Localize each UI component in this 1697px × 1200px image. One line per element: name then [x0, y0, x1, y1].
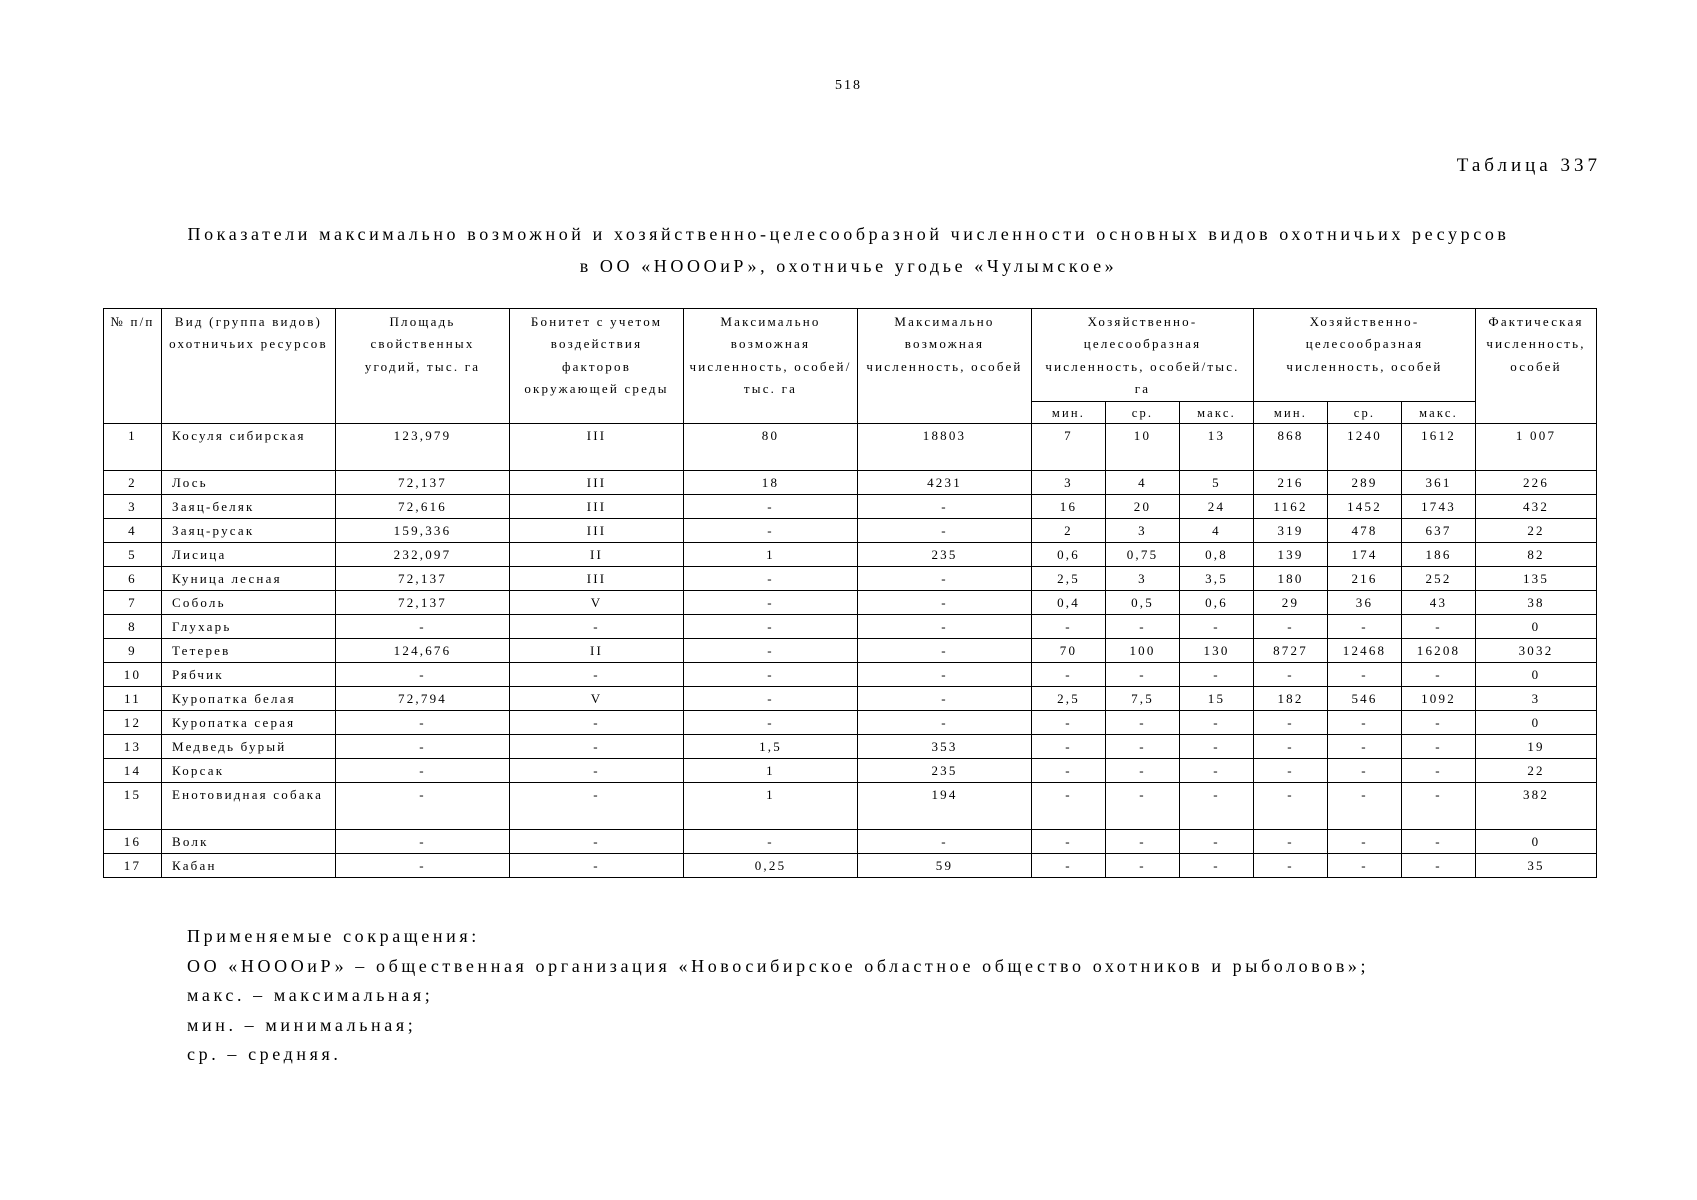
- cell-econ-count-min: 8727: [1254, 639, 1328, 663]
- cell-bonitet: -: [510, 759, 684, 783]
- cell-max-density: 1,5: [684, 735, 858, 759]
- header-species: Вид (группа видов) охотничьих ресурсов: [162, 309, 336, 424]
- cell-bonitet: II: [510, 543, 684, 567]
- cell-econ-count-avg: -: [1328, 615, 1402, 639]
- cell-econ-density-min: -: [1032, 783, 1106, 830]
- cell-num: 5: [104, 543, 162, 567]
- cell-species: Глухарь: [162, 615, 336, 639]
- cell-econ-density-min: 2,5: [1032, 687, 1106, 711]
- table-row: [104, 783, 1597, 830]
- cell-num: 13: [104, 735, 162, 759]
- cell-econ-count-min: -: [1254, 783, 1328, 830]
- cell-econ-density-max: 4: [1180, 519, 1254, 543]
- cell-econ-count-max: -: [1402, 854, 1476, 878]
- table-row: [104, 759, 1597, 783]
- cell-actual: 82: [1476, 543, 1597, 567]
- table-label: Таблица 337: [1456, 155, 1601, 176]
- table-row: [104, 543, 1597, 567]
- table-row: [104, 830, 1597, 854]
- cell-econ-count-max: 361: [1402, 471, 1476, 495]
- cell-max-count: 235: [858, 543, 1032, 567]
- cell-econ-density-max: -: [1180, 615, 1254, 639]
- cell-species: Куница лесная: [162, 567, 336, 591]
- table-row: [104, 663, 1597, 687]
- cell-actual: 22: [1476, 759, 1597, 783]
- cell-actual: 35: [1476, 854, 1597, 878]
- cell-econ-count-avg: -: [1328, 663, 1402, 687]
- cell-area: 72,137: [336, 471, 510, 495]
- cell-species: Рябчик: [162, 663, 336, 687]
- cell-econ-count-avg: 216: [1328, 567, 1402, 591]
- cell-max-count: -: [858, 639, 1032, 663]
- cell-econ-density-min: -: [1032, 830, 1106, 854]
- cell-species: Заяц-беляк: [162, 495, 336, 519]
- cell-econ-count-max: 252: [1402, 567, 1476, 591]
- cell-actual: 0: [1476, 711, 1597, 735]
- cell-econ-count-max: -: [1402, 663, 1476, 687]
- cell-econ-count-avg: 289: [1328, 471, 1402, 495]
- cell-area: -: [336, 759, 510, 783]
- cell-species: Корсак: [162, 759, 336, 783]
- cell-actual: 22: [1476, 519, 1597, 543]
- cell-econ-density-max: -: [1180, 759, 1254, 783]
- cell-species: Лось: [162, 471, 336, 495]
- table-row: [104, 471, 1597, 495]
- cell-max-count: -: [858, 519, 1032, 543]
- cell-max-count: 4231: [858, 471, 1032, 495]
- cell-econ-count-max: 1743: [1402, 495, 1476, 519]
- cell-econ-density-max: 13: [1180, 424, 1254, 471]
- cell-area: 72,616: [336, 495, 510, 519]
- cell-econ-count-min: -: [1254, 735, 1328, 759]
- cell-bonitet: -: [510, 735, 684, 759]
- cell-area: -: [336, 735, 510, 759]
- cell-econ-count-min: 1162: [1254, 495, 1328, 519]
- cell-species: Волк: [162, 830, 336, 854]
- table-row: [104, 567, 1597, 591]
- cell-num: 6: [104, 567, 162, 591]
- cell-econ-count-max: -: [1402, 759, 1476, 783]
- cell-econ-count-avg: -: [1328, 759, 1402, 783]
- header-area: Площадь свойственных угодий, тыс. га: [336, 309, 510, 424]
- cell-econ-density-avg: -: [1106, 759, 1180, 783]
- cell-econ-count-min: 216: [1254, 471, 1328, 495]
- cell-species: Медведь бурый: [162, 735, 336, 759]
- cell-econ-count-max: -: [1402, 615, 1476, 639]
- cell-max-count: 59: [858, 854, 1032, 878]
- cell-econ-count-min: -: [1254, 830, 1328, 854]
- cell-econ-density-avg: 7,5: [1106, 687, 1180, 711]
- cell-econ-density-avg: 0,75: [1106, 543, 1180, 567]
- cell-econ-count-max: 43: [1402, 591, 1476, 615]
- cell-max-density: -: [684, 663, 858, 687]
- cell-econ-count-min: 180: [1254, 567, 1328, 591]
- cell-econ-density-min: 70: [1032, 639, 1106, 663]
- cell-bonitet: -: [510, 830, 684, 854]
- cell-econ-density-min: 2: [1032, 519, 1106, 543]
- header-bonitet: Бонитет с учетом воздействия факторов окружающей среды: [510, 309, 684, 424]
- cell-econ-density-max: -: [1180, 783, 1254, 830]
- cell-area: 232,097: [336, 543, 510, 567]
- cell-econ-count-min: 139: [1254, 543, 1328, 567]
- cell-econ-density-avg: -: [1106, 711, 1180, 735]
- cell-actual: 3032: [1476, 639, 1597, 663]
- cell-area: 72,137: [336, 591, 510, 615]
- cell-econ-density-avg: 0,5: [1106, 591, 1180, 615]
- cell-econ-count-min: 29: [1254, 591, 1328, 615]
- cell-num: 12: [104, 711, 162, 735]
- cell-actual: 19: [1476, 735, 1597, 759]
- cell-econ-density-max: 0,6: [1180, 591, 1254, 615]
- cell-econ-density-min: -: [1032, 663, 1106, 687]
- cell-species: Лисица: [162, 543, 336, 567]
- table-row: [104, 639, 1597, 663]
- header-econ-count: Хозяйственно-целесообразная численность, особей: [1254, 309, 1476, 402]
- cell-econ-count-max: -: [1402, 830, 1476, 854]
- cell-max-count: -: [858, 687, 1032, 711]
- data-table: [103, 308, 1597, 878]
- cell-species: Кабан: [162, 854, 336, 878]
- cell-econ-density-avg: 3: [1106, 519, 1180, 543]
- cell-econ-count-min: -: [1254, 711, 1328, 735]
- cell-max-count: -: [858, 615, 1032, 639]
- cell-max-count: -: [858, 567, 1032, 591]
- cell-econ-density-min: 0,6: [1032, 543, 1106, 567]
- cell-econ-density-min: 3: [1032, 471, 1106, 495]
- cell-num: 11: [104, 687, 162, 711]
- cell-econ-count-avg: 12468: [1328, 639, 1402, 663]
- cell-bonitet: V: [510, 591, 684, 615]
- notes-heading: Применяемые сокращения:: [187, 926, 480, 946]
- cell-max-count: -: [858, 663, 1032, 687]
- subheader-density-min: мин.: [1032, 402, 1106, 424]
- cell-actual: 0: [1476, 615, 1597, 639]
- cell-econ-density-min: 7: [1032, 424, 1106, 471]
- cell-actual: 3: [1476, 687, 1597, 711]
- cell-econ-density-max: 130: [1180, 639, 1254, 663]
- cell-econ-density-avg: -: [1106, 783, 1180, 830]
- cell-area: 123,979: [336, 424, 510, 471]
- cell-max-density: 18: [684, 471, 858, 495]
- cell-econ-count-min: -: [1254, 854, 1328, 878]
- subheader-density-avg: ср.: [1106, 402, 1180, 424]
- cell-area: 72,137: [336, 567, 510, 591]
- cell-area: -: [336, 615, 510, 639]
- cell-econ-count-avg: -: [1328, 854, 1402, 878]
- cell-econ-count-avg: 1452: [1328, 495, 1402, 519]
- cell-econ-count-max: 637: [1402, 519, 1476, 543]
- cell-econ-density-avg: -: [1106, 830, 1180, 854]
- cell-econ-count-max: -: [1402, 711, 1476, 735]
- table-title: [100, 218, 1597, 282]
- table-title-line-1: Показатели максимально возможной и хозяйственно-целесообразной численности основных видов охотничьих ресурсов: [187, 224, 1510, 244]
- cell-econ-count-min: 868: [1254, 424, 1328, 471]
- subheader-count-avg: ср.: [1328, 402, 1402, 424]
- cell-econ-count-avg: 174: [1328, 543, 1402, 567]
- cell-area: -: [336, 711, 510, 735]
- cell-econ-density-avg: 20: [1106, 495, 1180, 519]
- table-row: [104, 424, 1597, 471]
- cell-max-count: -: [858, 711, 1032, 735]
- cell-econ-density-avg: -: [1106, 663, 1180, 687]
- table-row: [104, 519, 1597, 543]
- cell-bonitet: III: [510, 567, 684, 591]
- cell-econ-count-avg: 1240: [1328, 424, 1402, 471]
- cell-max-density: -: [684, 639, 858, 663]
- cell-max-count: 18803: [858, 424, 1032, 471]
- cell-actual: 1 007: [1476, 424, 1597, 471]
- cell-econ-density-min: -: [1032, 615, 1106, 639]
- cell-actual: 135: [1476, 567, 1597, 591]
- cell-num: 1: [104, 424, 162, 471]
- cell-num: 17: [104, 854, 162, 878]
- cell-econ-count-min: -: [1254, 615, 1328, 639]
- cell-bonitet: V: [510, 687, 684, 711]
- cell-actual: 382: [1476, 783, 1597, 830]
- cell-actual: 0: [1476, 663, 1597, 687]
- cell-econ-density-max: 3,5: [1180, 567, 1254, 591]
- table-row: [104, 615, 1597, 639]
- cell-num: 10: [104, 663, 162, 687]
- cell-bonitet: -: [510, 783, 684, 830]
- table-title-line-2: в ОО «НОООиР», охотничье угодье «Чулымское»: [579, 256, 1118, 276]
- cell-max-density: 1: [684, 783, 858, 830]
- cell-max-density: 1: [684, 543, 858, 567]
- cell-econ-density-min: 0,4: [1032, 591, 1106, 615]
- header-row: [104, 309, 1597, 402]
- cell-econ-count-max: 1092: [1402, 687, 1476, 711]
- cell-actual: 0: [1476, 830, 1597, 854]
- cell-max-count: -: [858, 495, 1032, 519]
- cell-econ-count-max: -: [1402, 735, 1476, 759]
- cell-econ-density-min: -: [1032, 759, 1106, 783]
- cell-species: Соболь: [162, 591, 336, 615]
- cell-econ-density-avg: -: [1106, 854, 1180, 878]
- cell-econ-density-min: 16: [1032, 495, 1106, 519]
- cell-econ-density-min: -: [1032, 735, 1106, 759]
- cell-econ-density-avg: 3: [1106, 567, 1180, 591]
- cell-econ-count-avg: -: [1328, 830, 1402, 854]
- cell-num: 8: [104, 615, 162, 639]
- page-number: 518: [835, 78, 862, 93]
- cell-econ-density-max: -: [1180, 735, 1254, 759]
- cell-num: 4: [104, 519, 162, 543]
- cell-max-density: -: [684, 830, 858, 854]
- cell-max-count: -: [858, 830, 1032, 854]
- table-row: [104, 591, 1597, 615]
- cell-econ-count-max: 16208: [1402, 639, 1476, 663]
- cell-max-density: -: [684, 567, 858, 591]
- cell-area: 159,336: [336, 519, 510, 543]
- header-num: № п/п: [104, 309, 162, 424]
- table-row: [104, 711, 1597, 735]
- cell-actual: 38: [1476, 591, 1597, 615]
- cell-max-count: 194: [858, 783, 1032, 830]
- cell-econ-count-avg: 36: [1328, 591, 1402, 615]
- header-actual: Фактическая численность, особей: [1476, 309, 1597, 424]
- cell-area: -: [336, 663, 510, 687]
- cell-econ-density-max: 5: [1180, 471, 1254, 495]
- cell-max-count: 235: [858, 759, 1032, 783]
- cell-species: Енотовидная собака: [162, 783, 336, 830]
- cell-area: -: [336, 783, 510, 830]
- abbreviations-notes: [187, 922, 1607, 1070]
- cell-max-density: -: [684, 615, 858, 639]
- cell-econ-density-min: -: [1032, 711, 1106, 735]
- cell-max-density: -: [684, 591, 858, 615]
- subheader-count-max: макс.: [1402, 402, 1476, 424]
- cell-bonitet: -: [510, 854, 684, 878]
- cell-area: 124,676: [336, 639, 510, 663]
- cell-bonitet: III: [510, 471, 684, 495]
- cell-econ-density-min: -: [1032, 854, 1106, 878]
- table-row: [104, 495, 1597, 519]
- cell-max-density: -: [684, 495, 858, 519]
- cell-econ-density-max: -: [1180, 711, 1254, 735]
- cell-bonitet: III: [510, 519, 684, 543]
- cell-max-density: 0,25: [684, 854, 858, 878]
- cell-num: 15: [104, 783, 162, 830]
- cell-econ-density-avg: 10: [1106, 424, 1180, 471]
- cell-actual: 432: [1476, 495, 1597, 519]
- cell-bonitet: -: [510, 615, 684, 639]
- subheader-density-max: макс.: [1180, 402, 1254, 424]
- cell-max-density: 1: [684, 759, 858, 783]
- cell-econ-density-max: -: [1180, 663, 1254, 687]
- cell-max-density: -: [684, 519, 858, 543]
- cell-max-density: 80: [684, 424, 858, 471]
- cell-num: 16: [104, 830, 162, 854]
- cell-econ-count-avg: -: [1328, 711, 1402, 735]
- cell-actual: 226: [1476, 471, 1597, 495]
- cell-econ-count-avg: 546: [1328, 687, 1402, 711]
- cell-econ-count-min: 182: [1254, 687, 1328, 711]
- cell-num: 9: [104, 639, 162, 663]
- cell-econ-count-min: 319: [1254, 519, 1328, 543]
- cell-area: -: [336, 830, 510, 854]
- cell-species: Куропатка белая: [162, 687, 336, 711]
- cell-econ-count-avg: -: [1328, 783, 1402, 830]
- cell-econ-count-max: 186: [1402, 543, 1476, 567]
- table-row: [104, 687, 1597, 711]
- cell-max-count: -: [858, 591, 1032, 615]
- note-item: мин. – минимальная;: [187, 1014, 417, 1035]
- cell-econ-count-min: -: [1254, 759, 1328, 783]
- header-econ-density: Хозяйственно-целесообразная численность, особей/тыс. га: [1032, 309, 1254, 402]
- cell-num: 2: [104, 471, 162, 495]
- cell-econ-count-min: -: [1254, 663, 1328, 687]
- cell-species: Заяц-русак: [162, 519, 336, 543]
- cell-bonitet: III: [510, 495, 684, 519]
- header-max-density: Максимально возможная численность, особей/тыс. га: [684, 309, 858, 424]
- cell-num: 14: [104, 759, 162, 783]
- cell-econ-density-max: -: [1180, 830, 1254, 854]
- cell-econ-density-max: 24: [1180, 495, 1254, 519]
- cell-bonitet: -: [510, 663, 684, 687]
- cell-num: 3: [104, 495, 162, 519]
- cell-econ-density-max: -: [1180, 854, 1254, 878]
- cell-econ-count-avg: -: [1328, 735, 1402, 759]
- table-row: [104, 854, 1597, 878]
- cell-econ-count-max: -: [1402, 783, 1476, 830]
- cell-econ-density-avg: 4: [1106, 471, 1180, 495]
- note-item: ср. – средняя.: [187, 1044, 342, 1064]
- cell-econ-density-max: 15: [1180, 687, 1254, 711]
- cell-area: -: [336, 854, 510, 878]
- cell-econ-count-avg: 478: [1328, 519, 1402, 543]
- cell-species: Куропатка серая: [162, 711, 336, 735]
- cell-econ-density-max: 0,8: [1180, 543, 1254, 567]
- subheader-count-min: мин.: [1254, 402, 1328, 424]
- cell-econ-density-min: 2,5: [1032, 567, 1106, 591]
- cell-econ-density-avg: 100: [1106, 639, 1180, 663]
- header-max-count: Максимально возможная численность, особей: [858, 309, 1032, 424]
- cell-econ-density-avg: -: [1106, 615, 1180, 639]
- cell-max-density: -: [684, 687, 858, 711]
- note-item: ОО «НОООиР» – общественная организация «Новосибирское областное общество охотников и рыболовов»;: [187, 955, 1370, 976]
- table-row: [104, 735, 1597, 759]
- cell-bonitet: III: [510, 424, 684, 471]
- cell-num: 7: [104, 591, 162, 615]
- cell-area: 72,794: [336, 687, 510, 711]
- cell-econ-density-avg: -: [1106, 735, 1180, 759]
- cell-econ-count-max: 1612: [1402, 424, 1476, 471]
- note-item: макс. – максимальная;: [187, 985, 434, 1005]
- cell-bonitet: -: [510, 711, 684, 735]
- cell-species: Косуля сибирская: [162, 424, 336, 471]
- cell-species: Тетерев: [162, 639, 336, 663]
- cell-max-count: 353: [858, 735, 1032, 759]
- cell-max-density: -: [684, 711, 858, 735]
- cell-bonitet: II: [510, 639, 684, 663]
